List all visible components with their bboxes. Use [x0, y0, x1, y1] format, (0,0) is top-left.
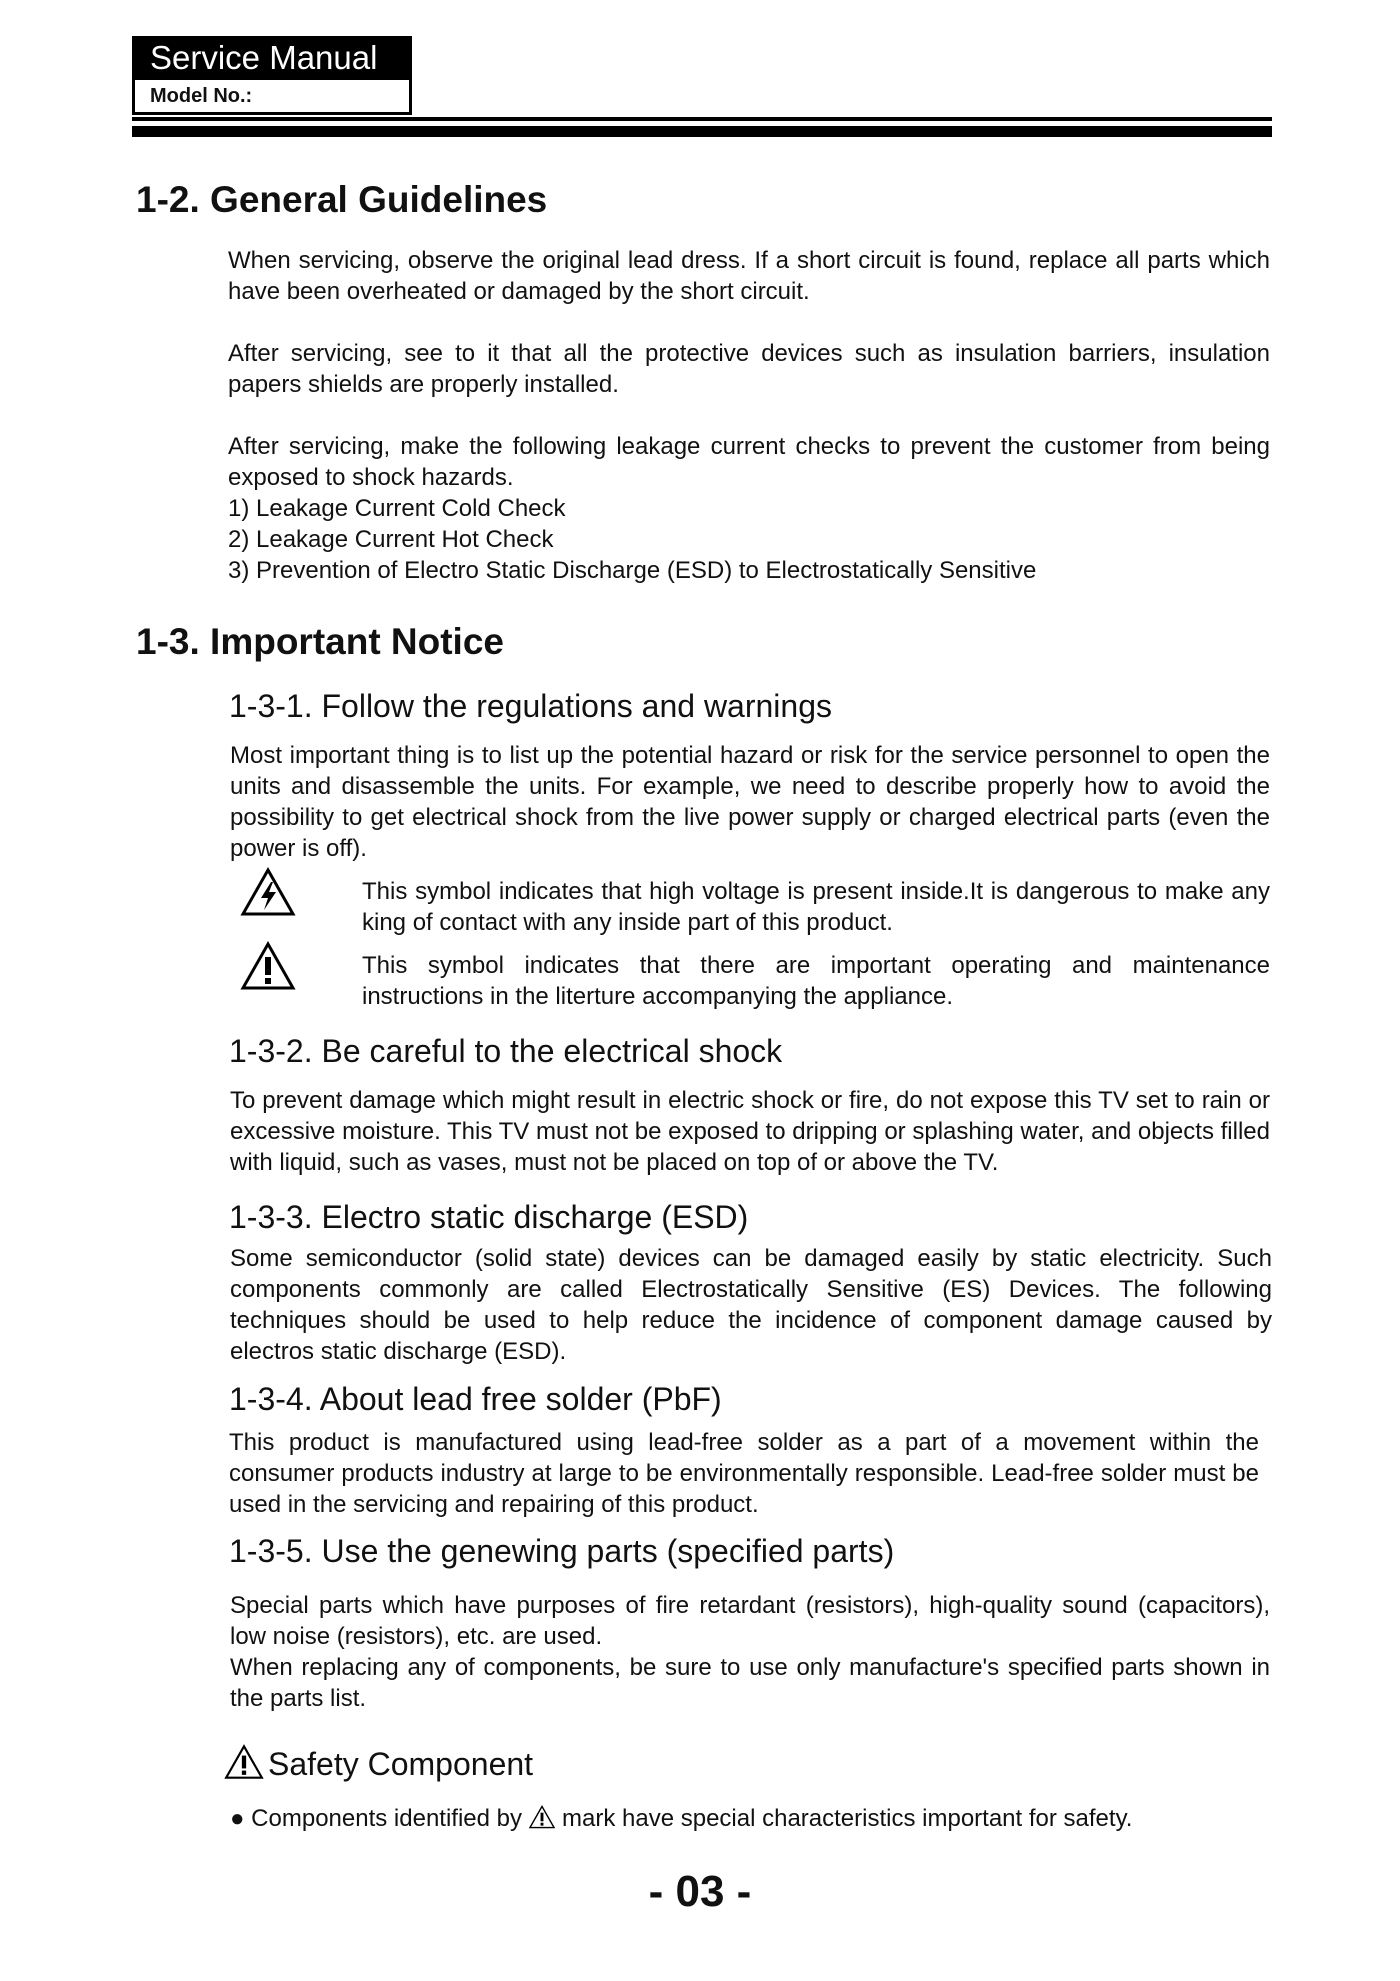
manual-header [132, 36, 412, 115]
regulations-body: Most important thing is to list up the potential hazard or risk for the service personnel to open the units and disassemble the units. For example, we need to describe properly how to avoid the possibility to get electrical shock from the live power supply or charged electrical parts (even the power is off). [230, 742, 1270, 862]
general-paragraph-2: After servicing, see to it that all the protective devices such as insulation barriers, insulation papers shields are properly installed. [228, 340, 1270, 398]
section-heading-general: 1-2. General Guidelines [136, 179, 548, 220]
safety-note-prefix: Components identified by [251, 1805, 523, 1832]
high-voltage-symbol-text: This symbol indicates that high voltage is present inside.It is dangerous to make any king of contact with any inside part of this product. [362, 878, 1270, 936]
electrical-shock-body: To prevent damage which might result in electric shock or fire, do not expose this TV set to rain or excessive moisture. This TV must not be exposed to dripping or splashing water, and objects filled with liquid, such as vases, must not be placed on top of or above the TV. [230, 1087, 1270, 1176]
page-number: - 03 - [648, 1867, 752, 1916]
safety-note-suffix: mark have special characteristics important for safety. [562, 1805, 1133, 1832]
list-item: 1) Leakage Current Cold Check [228, 495, 566, 522]
header-title: Service Manual [132, 36, 412, 80]
specified-parts-body-1: Special parts which have purposes of fire retardant (resistors), high-quality sound (capacitors), low noise (resistors), etc. are used. [230, 1592, 1270, 1650]
model-number-label: Model No.: [132, 80, 412, 115]
attention-icon [240, 940, 296, 992]
safety-component-title: Safety Component [268, 1746, 534, 1782]
subsection-title-specified-parts: 1-3-5. Use the genewing parts (specified parts) [229, 1533, 895, 1569]
subsection-title-esd: 1-3-3. Electro static discharge (ESD) [229, 1199, 749, 1235]
header-rule-thin [132, 117, 1272, 121]
list-item: 2) Leakage Current Hot Check [228, 526, 554, 553]
section-heading-notice: 1-3. Important Notice [136, 621, 504, 662]
lead-free-body: This product is manufactured using lead-free solder as a part of a movement within the consumer products industry at large to be environmentally responsible. Lead-free solder must be used in the servicing and repairing of this product. [229, 1429, 1259, 1518]
safety-mark-icon [224, 1744, 264, 1780]
general-paragraph-3: After servicing, make the following leakage current checks to prevent the customer from being exposed to shock hazards. [228, 433, 1270, 491]
attention-symbol-text: This symbol indicates that there are important operating and maintenance instructions in the literture accompanying the appliance. [362, 952, 1270, 1010]
list-item: 3) Prevention of Electro Static Discharge (ESD) to Electrostatically Sensitive [228, 557, 1037, 584]
header-rule-thick [132, 126, 1272, 137]
subsection-title-regulations: 1-3-1. Follow the regulations and warnings [229, 688, 832, 724]
general-paragraph-1: When servicing, observe the original lead dress. If a short circuit is found, replace all parts which have been overheated or damaged by the short circuit. [228, 247, 1270, 305]
safety-component-note [230, 1803, 1132, 1834]
esd-body: Some semiconductor (solid state) devices can be damaged easily by static electricity. Such components commonly are called Electrostatically Sensitive (ES) Devices. The following techniques should be used to help reduce the incidence of component damage caused by electros static discharge (ESD). [230, 1245, 1272, 1365]
subsection-title-lead-free: 1-3-4. About lead free solder (PbF) [229, 1381, 722, 1417]
specified-parts-body-2: When replacing any of components, be sure to use only manufacture's specified parts shown in the parts list. [230, 1654, 1270, 1712]
subsection-title-electrical-shock: 1-3-2. Be careful to the electrical shock [229, 1033, 783, 1069]
bullet: ● [230, 1805, 245, 1832]
safety-mark-inline-icon [528, 1805, 556, 1829]
high-voltage-icon [240, 866, 296, 918]
